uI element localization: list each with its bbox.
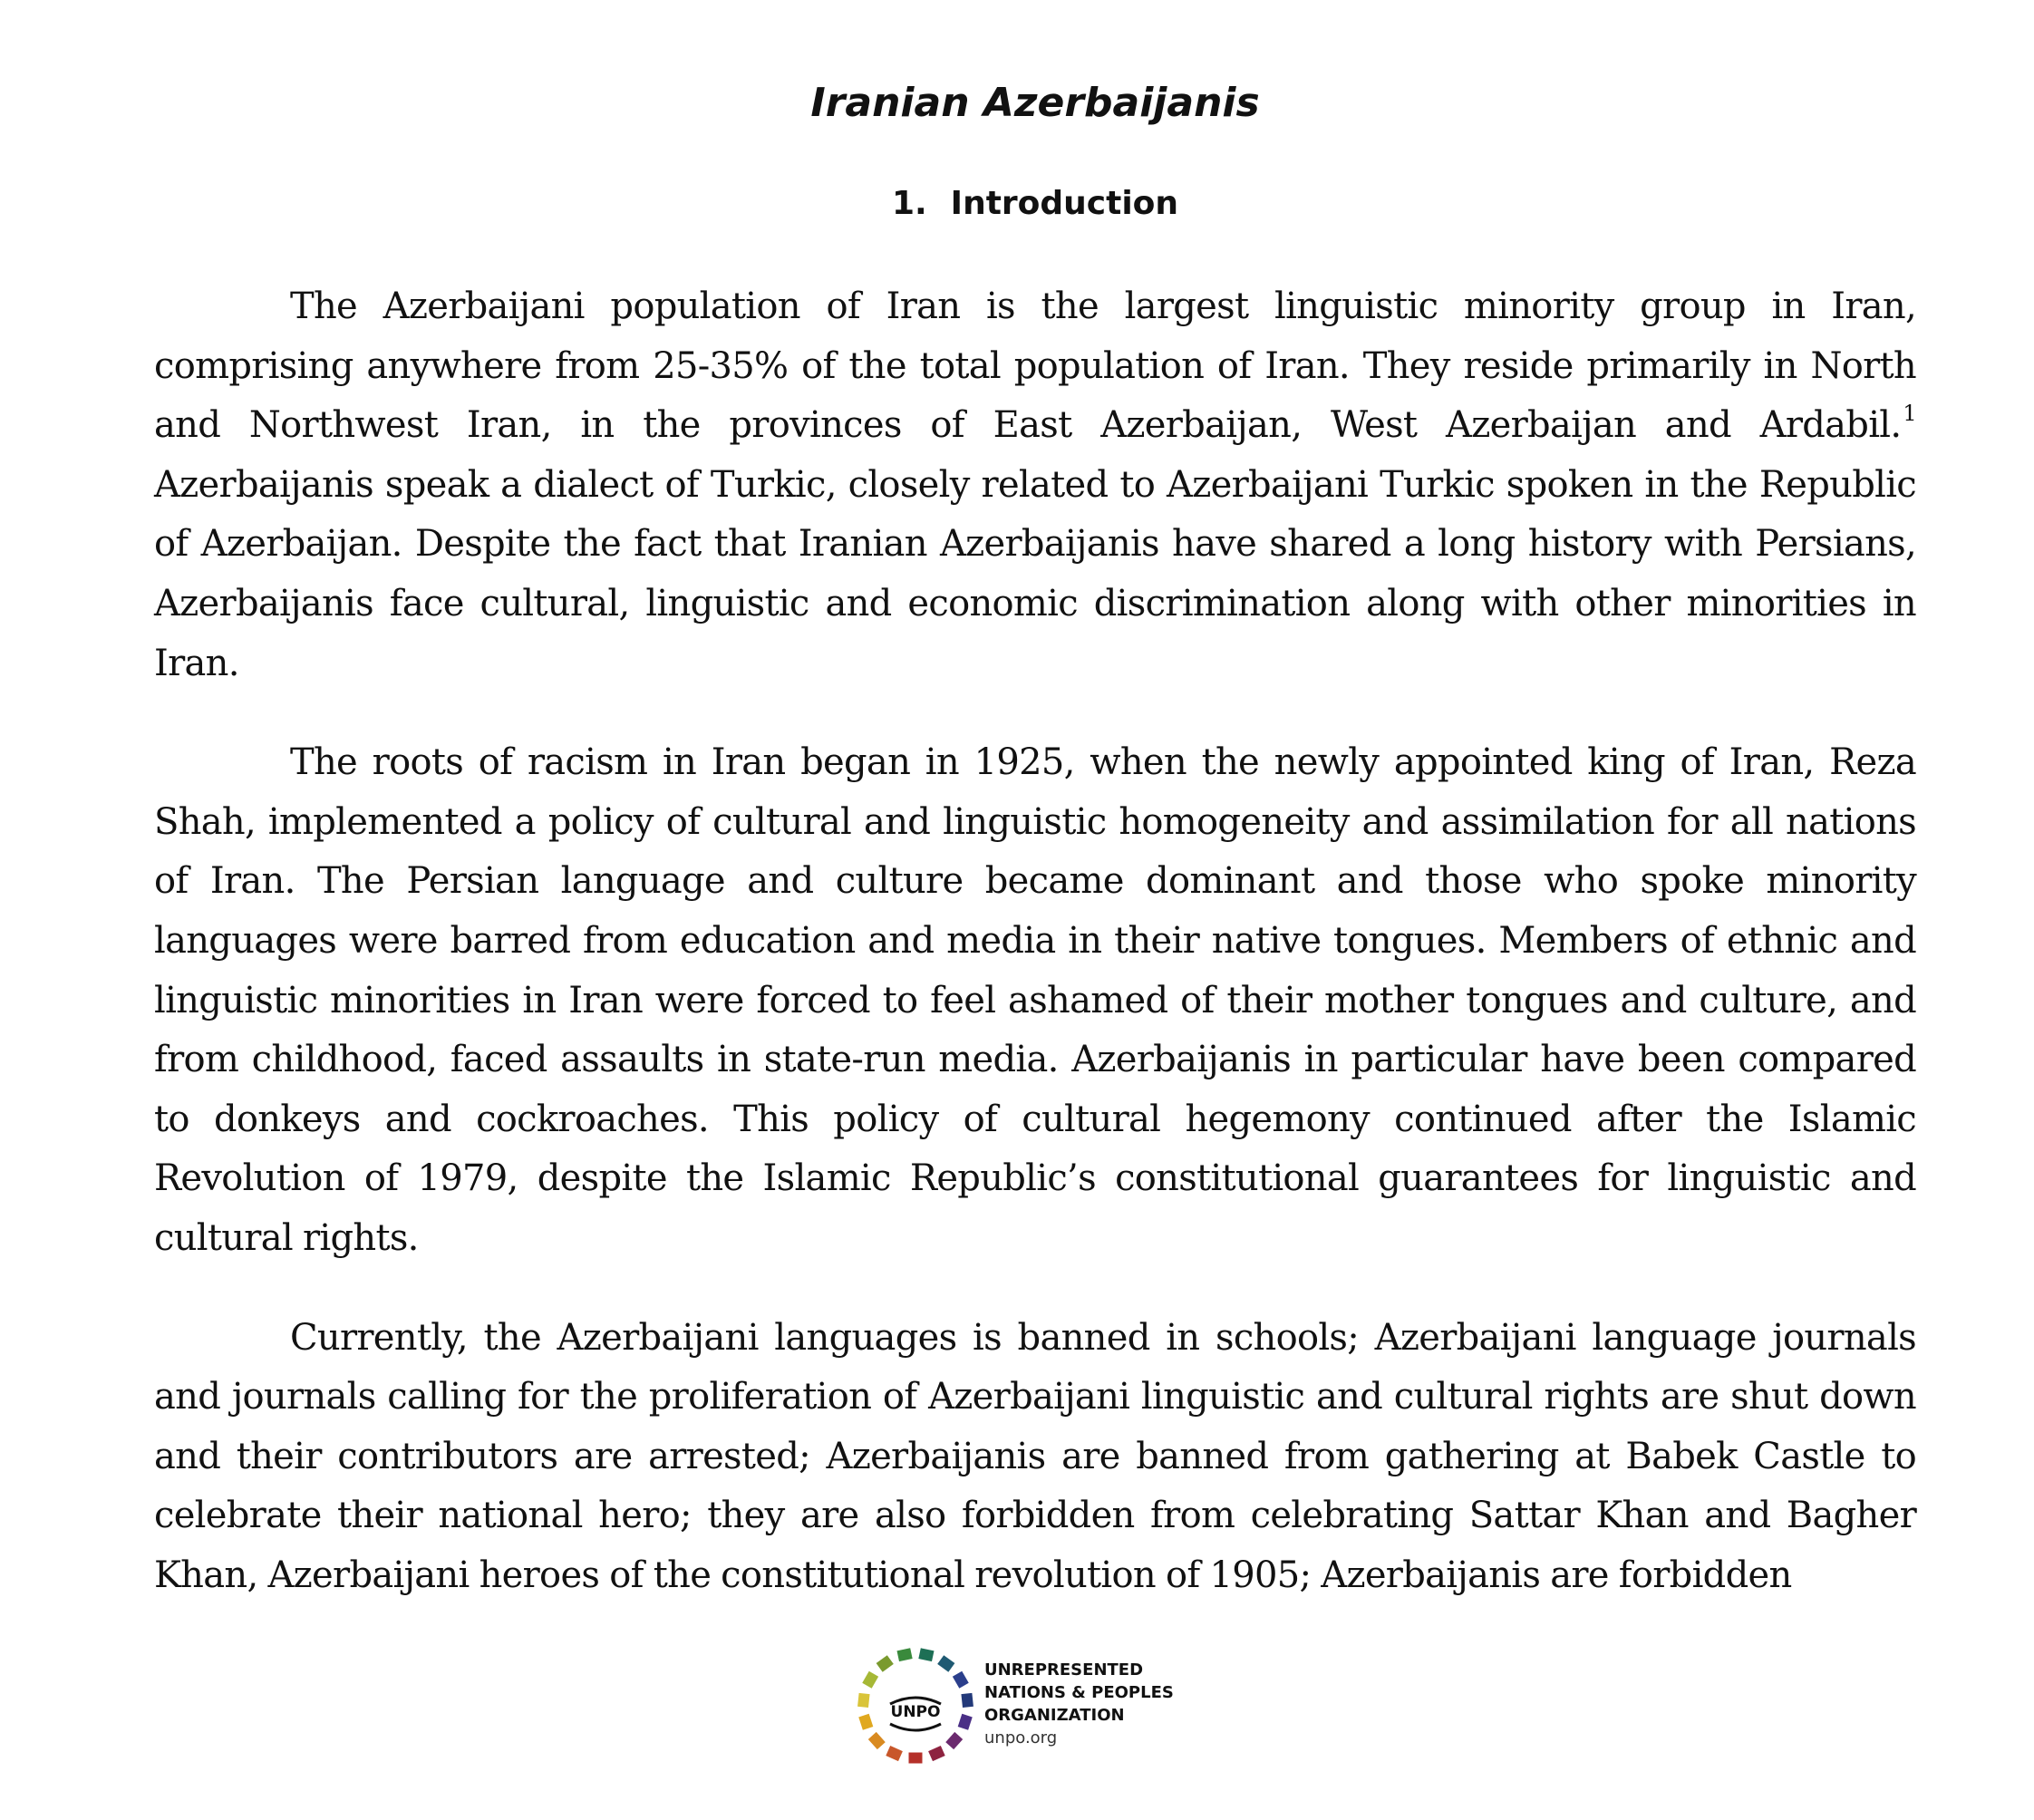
org-name-line-3: ORGANIZATION bbox=[984, 1706, 1125, 1725]
logo-ring-segment bbox=[857, 1693, 870, 1708]
unpo-logo bbox=[852, 1642, 979, 1769]
section-number: 1. bbox=[891, 185, 927, 222]
logo-ring-segment bbox=[961, 1693, 973, 1708]
logo-ring-segment bbox=[897, 1648, 913, 1661]
logo-ring-segment bbox=[886, 1746, 903, 1761]
org-name-line-1: UNREPRESENTED bbox=[984, 1660, 1144, 1680]
logo-ring-segment bbox=[909, 1753, 923, 1764]
logo-ring-segment bbox=[958, 1714, 973, 1730]
paragraph-1-text-continued: Azerbaijanis speak a dialect of Turkic, closely related to Azerbaijani Turkic spoken in the Republic of Azerbaijan. Despite the fact that Iranian Azerbaijanis have shared a long history with Persians, Azerbaijanis face cultural, linguistic and economic discrimination along with other minorities in Iran. bbox=[154, 463, 1916, 684]
logo-ring-segment bbox=[918, 1648, 934, 1661]
paragraph-2: The roots of racism in Iran began in 1925, when the newly appointed king of Iran, Reza Shah, implemented a policy of cultural and linguistic homogeneity and assimilation for all nations of Iran. The Persian language and culture became dominant and those who spoke minority languages were barred from education and media in their native tongues. Members of ethnic and linguistic minorities in Iran were forced to feel ashamed of their mother tongues and culture, and from childhood, faced assaults in state-run media. Azerbaijanis in particular have been compared to donkeys and cockroaches. This policy of cultural hegemony continued after the Islamic Revolution of 1979, despite the Islamic Republic’s constitutional guarantees for linguistic and cultural rights. bbox=[154, 741, 1916, 1259]
org-name bbox=[984, 1659, 1174, 1749]
logo-ring-segment bbox=[877, 1655, 894, 1672]
logo-ring-segment bbox=[953, 1671, 969, 1689]
org-url[interactable]: unpo.org bbox=[984, 1728, 1058, 1747]
paragraph-1-text: The Azerbaijani population of Iran is the largest linguistic minority group in Iran, comprising anywhere from 25-35% of the total population of Iran. They reside primarily in North and Northwest Iran, in the provinces of East Azerbaijan, West Azerbaijan and Ardabil. bbox=[154, 286, 1916, 447]
org-name-line-2: NATIONS & PEOPLES bbox=[984, 1683, 1174, 1702]
logo-ring-segment bbox=[937, 1655, 954, 1672]
logo-ring-segment bbox=[928, 1746, 945, 1761]
logo-ring-segment bbox=[858, 1714, 873, 1730]
paragraph-3: Currently, the Azerbaijani languages is banned in schools; Azerbaijani language journals and journals calling for the proliferation of Azerbaijani linguistic and cultural rights are shut down and their contributors are arrested; Azerbaijanis are banned from gathering at Babek Castle to celebrate their national hero; they are also forbidden from celebrating Sattar Khan and Bagher Khan, Azerbaijani heroes of the constitutional revolution of 1905; Azerbaijanis are forbidden bbox=[154, 1316, 1916, 1596]
document-page bbox=[154, 0, 1916, 1820]
logo-ring-segment bbox=[868, 1732, 886, 1749]
unpo-footer bbox=[852, 1642, 1360, 1769]
footnote-marker[interactable]: 1 bbox=[1903, 401, 1916, 427]
section-heading bbox=[154, 181, 1916, 227]
logo-arc-bottom bbox=[890, 1724, 941, 1730]
logo-abbr: UNPO bbox=[890, 1703, 941, 1721]
logo-ring-segment bbox=[862, 1671, 878, 1689]
paragraph-1 bbox=[154, 277, 1916, 693]
body-text bbox=[154, 277, 1916, 1645]
document-title: Iranian Azerbaijanis bbox=[810, 80, 1260, 126]
section-heading-text: Introduction bbox=[950, 185, 1179, 222]
logo-ring-segment bbox=[945, 1732, 963, 1749]
